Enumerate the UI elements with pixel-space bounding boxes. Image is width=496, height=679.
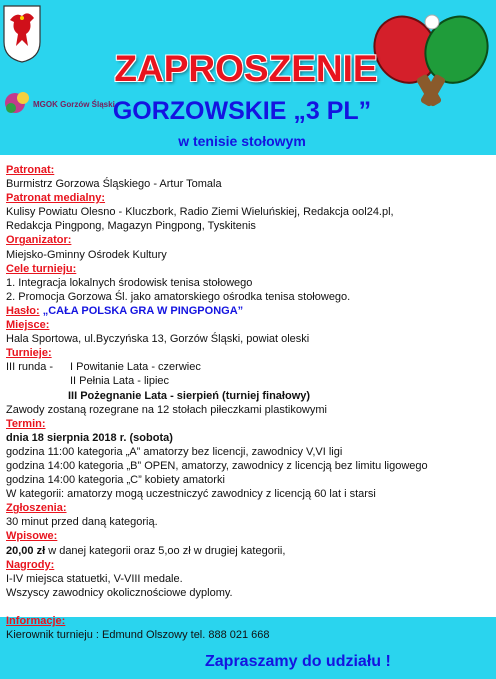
event-subtitle: GORZOWSKIE „3 PL” [112,97,372,125]
wpisowe-label: Wpisowe: [6,530,58,543]
page-title: ZAPROSZENIE [114,48,378,89]
haslo-text: „CAŁA POLSKA GRA W PINGPONGA” [42,304,244,317]
nagrody-label: Nagrody: [6,558,55,571]
miejsce-label: Miejsce: [6,319,50,332]
turnieje-label: Turnieje: [6,347,52,360]
wpisowe-amount: 20,00 zł [6,544,46,557]
cele-item-2: 2. Promocja Gorzowa Śl. jako amatorskiego ośrodka tenisa stołowego. [6,290,351,303]
nagrody-item-1: I-IV miejsca statuetki, V-VIII medale. [6,572,183,585]
organizator-label: Organizator: [6,234,72,247]
termin-item-1: godzina 11:00 kategoria „A” amatorzy bez licencji, zawodnicy V,VI ligi [6,445,343,458]
medialny-text-2: Redakcja Pingpong, Magazyn Pingpong, Tyskitenis [6,220,256,233]
medialny-label: Patronat medialny: [6,192,106,205]
informacje-label: Informacje: [6,615,66,627]
cele-label: Cele turnieju: [6,262,77,275]
patronat-text: Burmistrz Gorzowa Śląskiego - Artur Tomala [6,178,222,191]
svg-text:MGOK Gorzów Śląski: MGOK Gorzów Śląski [33,100,115,109]
nagrody-item-2: Wszyscy zawodnicy okolicznościowe dyplomy. [6,586,233,599]
miejsce-text: Hala Sportowa, ul.Byczyńska 13, Gorzów Śląski, powiat oleski [6,333,310,346]
header-banner [0,0,496,152]
runda-label: III runda - [6,361,54,374]
zawody-text: Zawody zostaną rozegrane na 12 stołach piłeczkami plastikowymi [6,403,327,416]
termin-date: dnia 18 sierpnia 2018 r. (sobota) [6,431,173,444]
zgloszenia-text: 30 minut przed daną kategorią. [6,516,158,529]
termin-item-3: godzina 14:00 kategoria „C” kobiety amatorki [6,474,225,487]
organizator-text: Miejsko-Gminny Ośrodek Kultury [6,248,167,261]
cele-item-1: 1. Integracja lokalnych środowisk tenisa stołowego [6,276,253,289]
wpisowe-text: w danej kategorii oraz 5,oo zł w drugiej kategorii, [45,544,286,557]
runda-item-3: III Pożegnanie Lata - sierpień (turniej finałowy) [68,389,311,402]
haslo-label: Hasło: [6,304,40,317]
event-discipline: w tenisie stołowym [178,133,306,149]
patronat-label-line [6,163,494,177]
termin-item-4: W kategorii: amatorzy mogą uczestniczyć zawodnicy z licencją 60 lat i starsi [6,488,376,501]
info-list [6,163,494,642]
eagle-crest-icon [2,4,42,64]
termin-label: Termin: [6,417,46,430]
runda-item-2: II Pełnia Lata - lipiec [70,375,170,388]
informacje-text: Kierownik turnieju : Edmund Olszowy tel. 888 021 668 [6,629,270,642]
mgok-logo-icon [3,88,115,118]
footer-invitation: Zapraszamy do udziału ! [205,653,391,670]
runda-item-1: I Powitanie Lata - czerwiec [70,361,201,374]
zgloszenia-label: Zgłoszenia: [6,502,67,515]
medialny-text-1: Kulisy Powiatu Olesno - Kluczbork, Radio Ziemi Wieluńskiej, Redakcja ool24.pl, [6,206,394,219]
patronat-label: Patronat: [6,164,55,176]
termin-item-2: godzina 14:00 kategoria „B” OPEN, amatorzy, zawodnicy z licencją bez limitu ligowego [6,459,428,472]
